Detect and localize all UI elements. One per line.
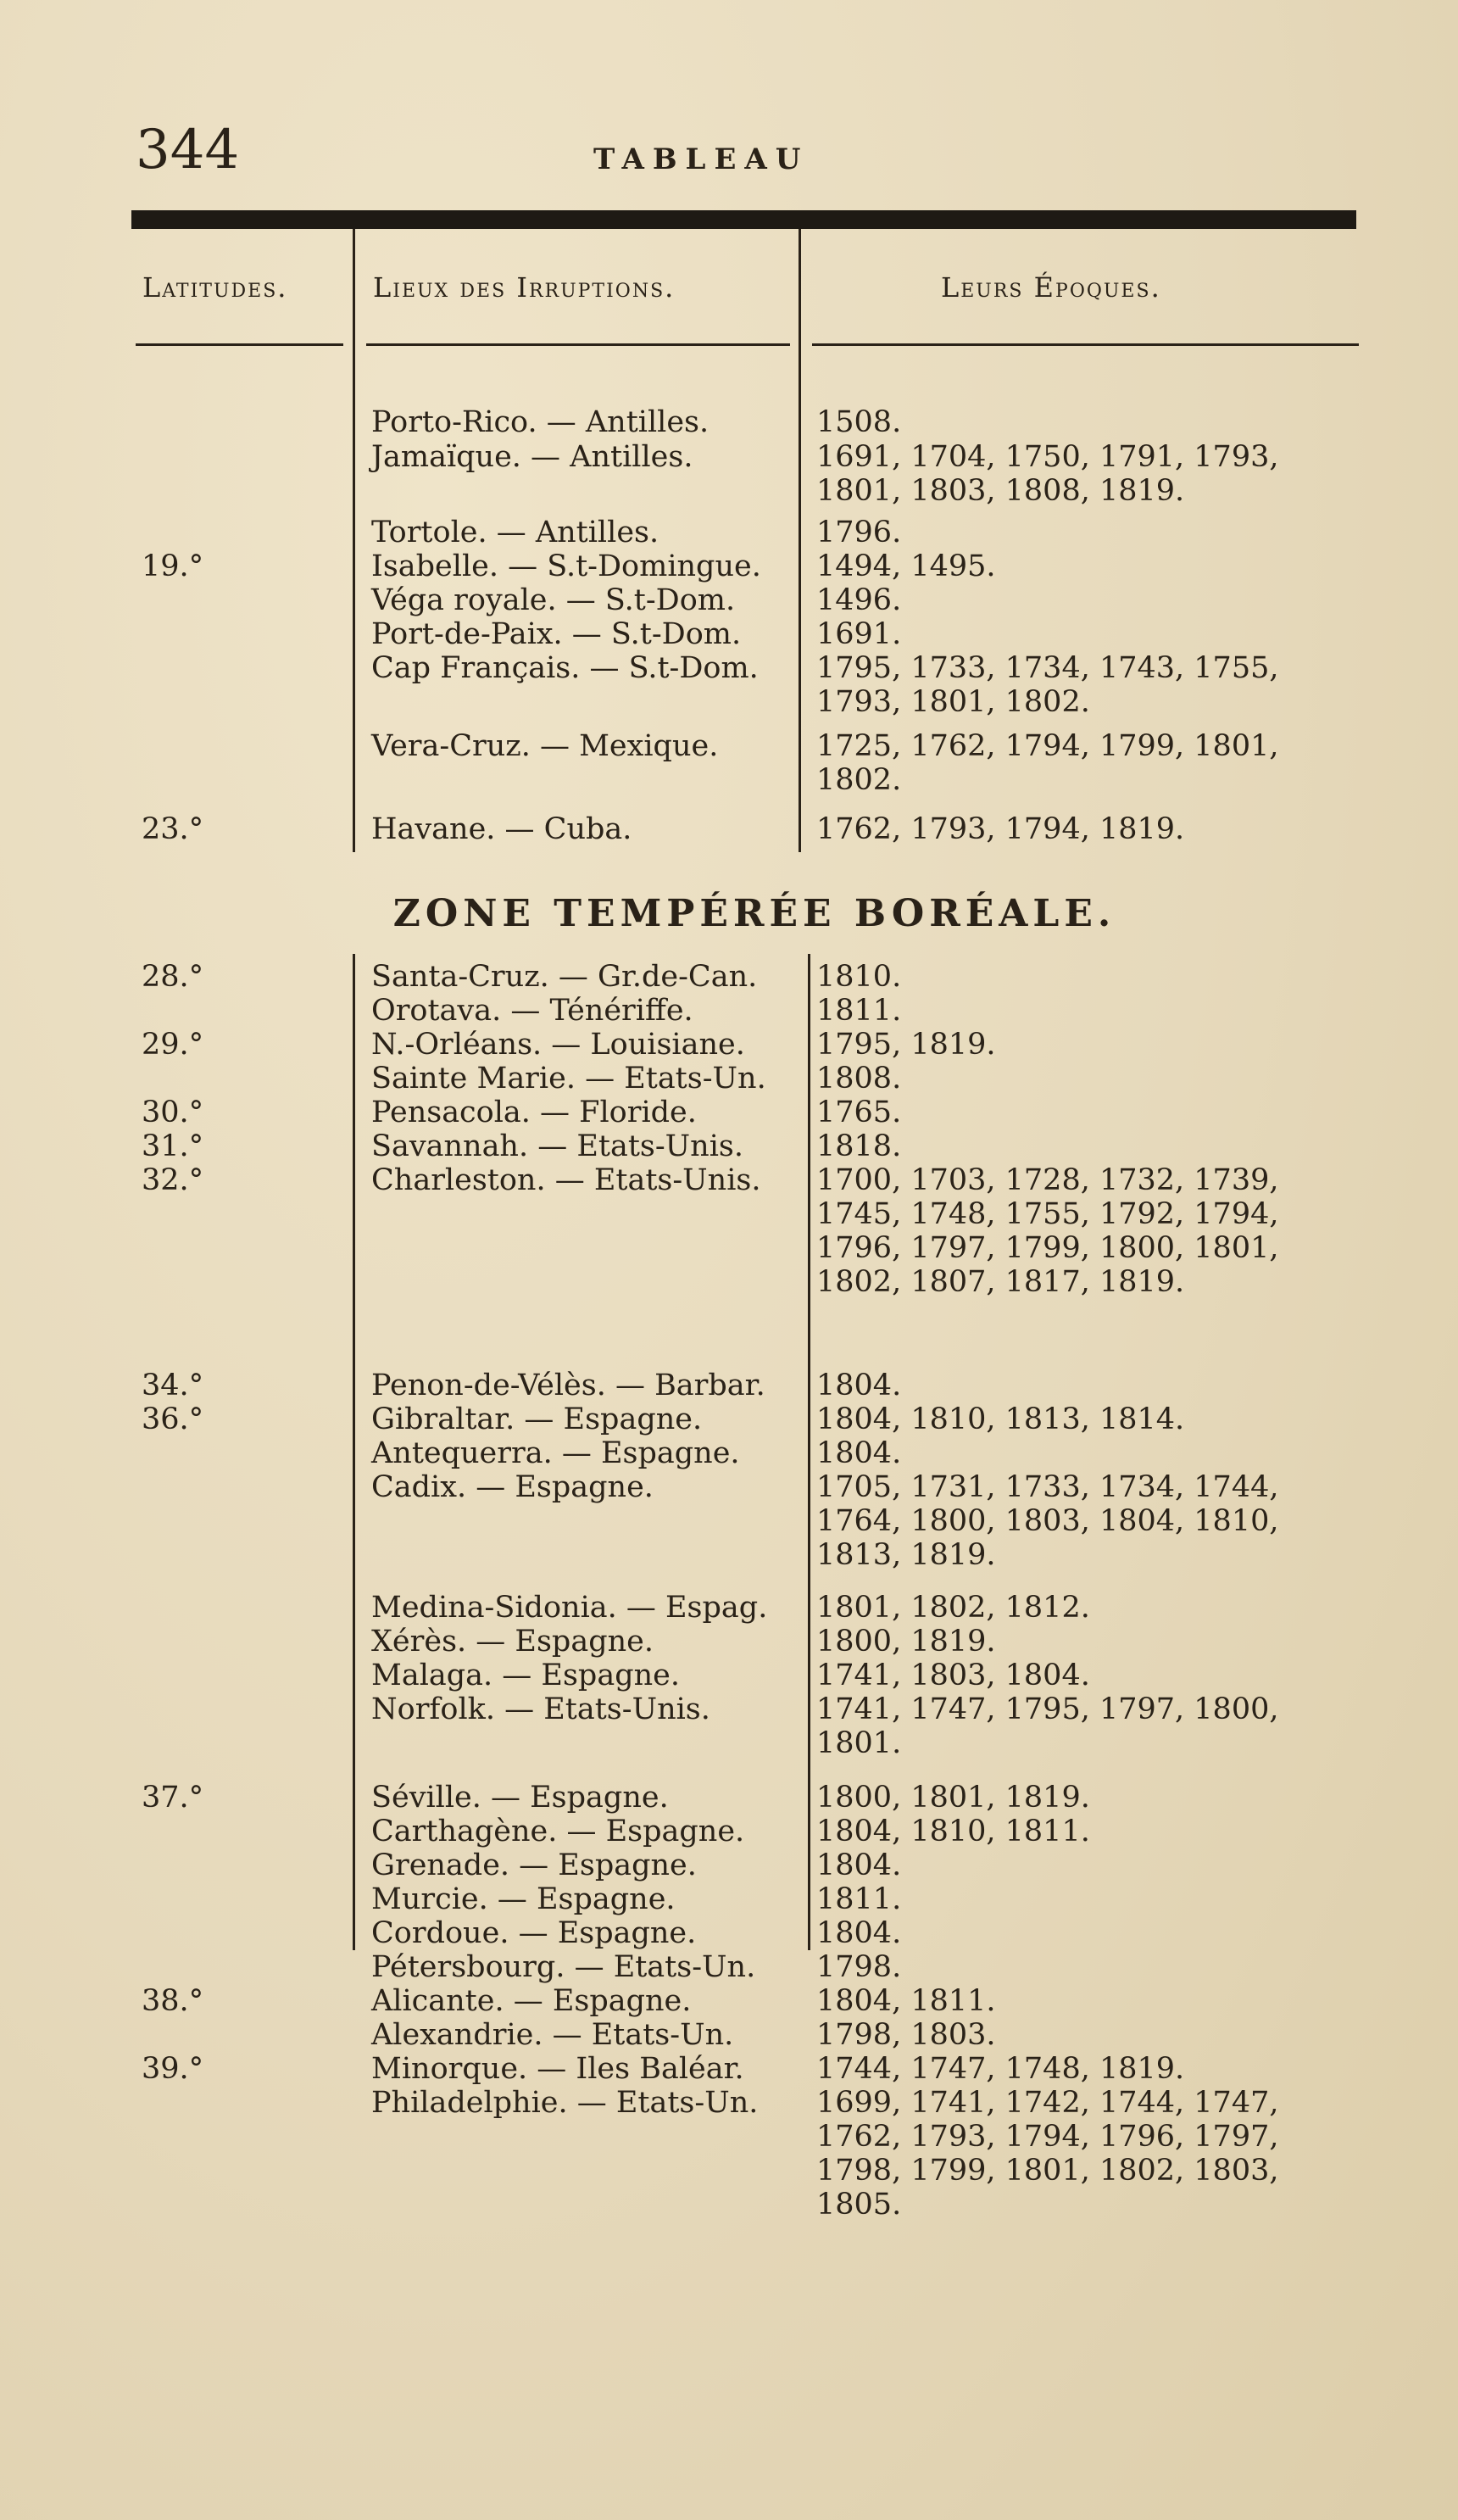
place-cell: Cordoue. — Espagne. xyxy=(371,1916,697,1950)
years-cell: 1699, 1741, 1742, 1744, 1747, 1762, 1793, 1794, 1796, 1797, 1798, 1799, 1801, 1802, 1803, 1805. xyxy=(816,2086,1279,2222)
zone-title: ZONE TEMPÉRÉE BORÉALE. xyxy=(392,892,1116,935)
place-cell: Minorque. — Iles Baléar. xyxy=(371,2052,744,2086)
latitude-cell: 36.° xyxy=(142,1402,204,1436)
place-cell: Pétersbourg. — Etats-Un. xyxy=(371,1950,756,1984)
latitude-cell: 38.° xyxy=(142,1984,204,2018)
years-cell: 1804, 1811. xyxy=(816,1984,996,2018)
years-cell: 1496. xyxy=(816,583,902,617)
place-cell: Jamaïque. — Antilles. xyxy=(371,440,693,474)
column-header-places: Lieux des Irruptions. xyxy=(373,271,676,304)
latitude-cell: 30.° xyxy=(142,1096,204,1129)
place-cell: Charleston. — Etats-Unis. xyxy=(371,1163,761,1197)
years-cell: 1804. xyxy=(816,1848,902,1882)
place-cell: Tortole. — Antilles. xyxy=(371,516,659,549)
latitude-cell: 19.° xyxy=(142,549,204,583)
years-cell: 1795, 1819. xyxy=(816,1028,996,1062)
place-cell: Port-de-Paix. — S.t-Dom. xyxy=(371,617,742,651)
latitude-cell: 32.° xyxy=(142,1163,204,1197)
place-cell: Orotava. — Ténériffe. xyxy=(371,994,693,1028)
page-number: 344 xyxy=(136,119,240,181)
years-cell: 1796. xyxy=(816,516,902,549)
column-header-latitudes: Latitudes. xyxy=(142,271,288,304)
column-divider-4 xyxy=(808,954,810,1950)
years-cell: 1705, 1731, 1733, 1734, 1744, 1764, 1800, 1803, 1804, 1810, 1813, 1819. xyxy=(816,1470,1279,1572)
years-cell: 1810. xyxy=(816,960,902,994)
years-cell: 1804, 1810, 1813, 1814. xyxy=(816,1402,1185,1436)
latitude-cell: 28.° xyxy=(142,960,204,994)
years-cell: 1818. xyxy=(816,1129,902,1163)
latitude-cell: 31.° xyxy=(142,1129,204,1163)
header-underline-lat xyxy=(136,343,343,346)
column-divider-1 xyxy=(353,229,355,852)
years-cell: 1700, 1703, 1728, 1732, 1739, 1745, 1748, 1755, 1792, 1794, 1796, 1797, 1799, 1800, 1801, 1802, 1807, 1817, 1819. xyxy=(816,1163,1279,1299)
place-cell: Carthagène. — Espagne. xyxy=(371,1815,745,1848)
years-cell: 1798. xyxy=(816,1950,902,1984)
column-header-dates: Leurs Époques. xyxy=(941,271,1161,304)
years-cell: 1741, 1747, 1795, 1797, 1800, 1801. xyxy=(816,1692,1279,1760)
years-cell: 1691, 1704, 1750, 1791, 1793, 1801, 1803, 1808, 1819. xyxy=(816,440,1279,508)
place-cell: Malaga. — Espagne. xyxy=(371,1659,680,1692)
place-cell: Savannah. — Etats-Unis. xyxy=(371,1129,744,1163)
place-cell: Isabelle. — S.t-Domingue. xyxy=(371,549,761,583)
latitude-cell: 29.° xyxy=(142,1028,204,1062)
place-cell: Antequerra. — Espagne. xyxy=(371,1436,740,1470)
years-cell: 1798, 1803. xyxy=(816,2018,996,2052)
place-cell: Alexandrie. — Etats-Un. xyxy=(371,2018,734,2052)
years-cell: 1811. xyxy=(816,994,902,1028)
years-cell: 1800, 1819. xyxy=(816,1625,996,1659)
years-cell: 1800, 1801, 1819. xyxy=(816,1781,1090,1815)
place-cell: Medina-Sidonia. — Espag. xyxy=(371,1591,768,1625)
years-cell: 1691. xyxy=(816,617,902,651)
years-cell: 1494, 1495. xyxy=(816,549,996,583)
years-cell: 1808. xyxy=(816,1062,902,1096)
place-cell: Sainte Marie. — Etats-Un. xyxy=(371,1062,766,1096)
place-cell: Gibraltar. — Espagne. xyxy=(371,1402,703,1436)
years-cell: 1741, 1803, 1804. xyxy=(816,1659,1090,1692)
place-cell: N.-Orléans. — Louisiane. xyxy=(371,1028,745,1062)
years-cell: 1811. xyxy=(816,1882,902,1916)
place-cell: Véga royale. — S.t-Dom. xyxy=(371,583,736,617)
years-cell: 1508. xyxy=(816,405,902,439)
place-cell: Grenade. — Espagne. xyxy=(371,1848,697,1882)
years-cell: 1804, 1810, 1811. xyxy=(816,1815,1090,1848)
header-rule xyxy=(131,210,1356,229)
years-cell: 1762, 1793, 1794, 1819. xyxy=(816,812,1185,846)
years-cell: 1804. xyxy=(816,1369,902,1402)
place-cell: Pensacola. — Floride. xyxy=(371,1096,697,1129)
latitude-cell: 37.° xyxy=(142,1781,204,1815)
place-cell: Penon-de-Vélès. — Barbar. xyxy=(371,1369,765,1402)
place-cell: Cap Français. — S.t-Dom. xyxy=(371,651,759,685)
years-cell: 1725, 1762, 1794, 1799, 1801, 1802. xyxy=(816,729,1279,797)
place-cell: Norfolk. — Etats-Unis. xyxy=(371,1692,710,1726)
place-cell: Porto-Rico. — Antilles. xyxy=(371,405,710,439)
header-underline-places xyxy=(366,343,790,346)
years-cell: 1765. xyxy=(816,1096,902,1129)
latitude-cell: 39.° xyxy=(142,2052,204,2086)
running-title: TABLEAU xyxy=(593,142,810,176)
years-cell: 1795, 1733, 1734, 1743, 1755, 1793, 1801, 1802. xyxy=(816,651,1279,719)
place-cell: Vera-Cruz. — Mexique. xyxy=(371,729,719,763)
place-cell: Santa-Cruz. — Gr.de-Can. xyxy=(371,960,758,994)
years-cell: 1801, 1802, 1812. xyxy=(816,1591,1090,1625)
years-cell: 1744, 1747, 1748, 1819. xyxy=(816,2052,1185,2086)
place-cell: Philadelphie. — Etats-Un. xyxy=(371,2086,759,2120)
years-cell: 1804. xyxy=(816,1436,902,1470)
place-cell: Alicante. — Espagne. xyxy=(371,1984,692,2018)
place-cell: Séville. — Espagne. xyxy=(371,1781,669,1815)
place-cell: Cadix. — Espagne. xyxy=(371,1470,654,1504)
latitude-cell: 34.° xyxy=(142,1369,204,1402)
latitude-cell: 23.° xyxy=(142,812,204,846)
place-cell: Havane. — Cuba. xyxy=(371,812,632,846)
header-underline-dates xyxy=(812,343,1359,346)
years-cell: 1804. xyxy=(816,1916,902,1950)
place-cell: Xérès. — Espagne. xyxy=(371,1625,654,1659)
place-cell: Murcie. — Espagne. xyxy=(371,1882,676,1916)
